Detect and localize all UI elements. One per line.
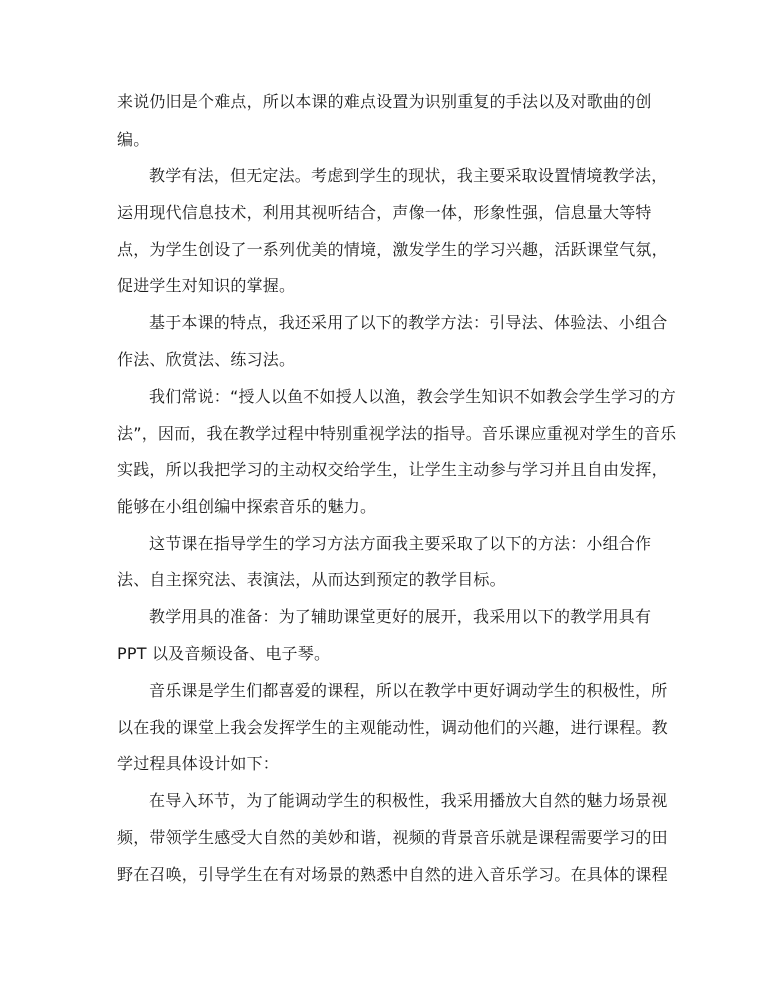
paragraph-first-line: 在导入环节，为了能调动学生的积极性，我采用播放大自然的魅力场景视 xyxy=(149,791,668,810)
text-line: 运用现代信息技术，利用其视听结合，声像一体，形象性强，信息量大等特 xyxy=(117,203,652,222)
paragraph-first-line: 我们常说：“授人以鱼不如授人以渔，教会学生知识不如教会学生学习的方 xyxy=(149,387,676,406)
paragraph-first-line: 教学用具的准备：为了辅助课堂更好的展开，我采用以下的教学用具有 xyxy=(149,607,652,626)
paragraph-first-line: 教学有法，但无定法。考虑到学生的现状，我主要采取设置情境教学法， xyxy=(149,166,668,185)
text-line: PPT 以及音频设备、电子琴。 xyxy=(117,644,331,663)
text-line: 编。 xyxy=(117,130,150,149)
text-line: 频，带领学生感受大自然的美妙和谐，视频的背景音乐就是课程需要学习的田 xyxy=(117,828,668,847)
text-line: 能够在小组创编中探索音乐的魅力。 xyxy=(117,497,377,516)
paragraph-first-line: 这节课在指导学生的学习方法方面我主要采取了以下的方法：小组合作 xyxy=(149,534,652,553)
text-line: 促进学生对知识的掌握。 xyxy=(117,276,296,295)
text-line: 学过程具体设计如下： xyxy=(117,754,280,773)
paragraph-first-line: 音乐课是学生们都喜爱的课程，所以在教学中更好调动学生的积极性，所 xyxy=(149,681,668,700)
text-line: 法、自主探究法、表演法，从而达到预定的教学目标。 xyxy=(117,570,506,589)
text-line: 野在召唤，引导学生在有对场景的熟悉中自然的进入音乐学习。在具体的课程 xyxy=(117,865,668,884)
text-line: 法”，因而，我在教学过程中特别重视学法的指导。音乐课应重视对学生的音乐 xyxy=(117,424,677,443)
text-line: 作法、欣赏法、练习法。 xyxy=(117,350,296,369)
text-line: 以在我的课堂上我会发挥学生的主观能动性，调动他们的兴趣，进行课程。教 xyxy=(117,718,668,737)
text-line: 来说仍旧是个难点，所以本课的难点设置为识别重复的手法以及对歌曲的创 xyxy=(117,92,652,111)
text-line: 实践，所以我把学习的主动权交给学生，让学生主动参与学习并且自由发挥， xyxy=(117,460,668,479)
text-line: 点，为学生创设了一系列优美的情境，激发学生的学习兴趣，活跃课堂气氛， xyxy=(117,240,668,259)
paragraph-first-line: 基于本课的特点，我还采用了以下的教学方法：引导法、体验法、小组合 xyxy=(149,313,668,332)
